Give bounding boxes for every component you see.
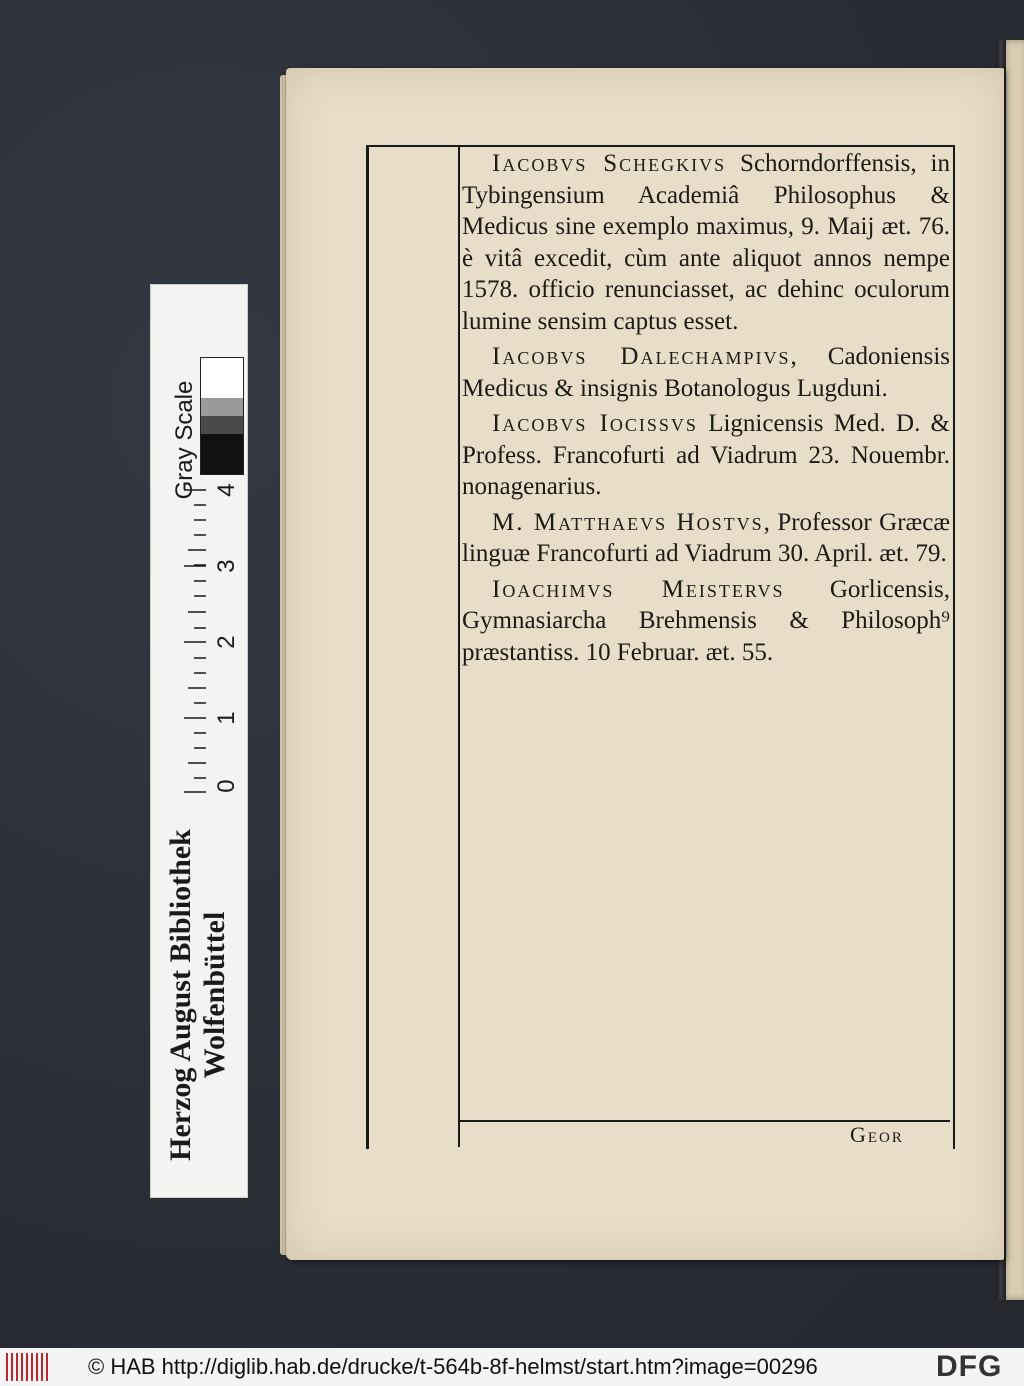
institution-city: Wolfenbüttel (198, 911, 231, 1079)
entry-text: Gorlicensis, Gymnasiarcha Brehmensis & Philosoph⁹ præstantiss. 10 Februar. æt. 55. (462, 575, 950, 666)
copyright-link[interactable]: © HAB http://diglib.hab.de/drucke/t-564b-8f-helmst/start.htm?image=00296 (88, 1354, 818, 1379)
entry-dalechampius (462, 341, 950, 404)
scale-number-0: 0 (213, 779, 240, 793)
institution-label (150, 800, 246, 1190)
margin-rule (458, 145, 460, 1147)
entry-text: , Professor Græcæ linguæ Francofurti ad Viadrum 30. April. æt. 79. (462, 508, 951, 567)
entry-name: Iacobvs Schegkivs (492, 150, 727, 177)
gray-scale-label: Gray Scale (171, 380, 198, 500)
swatch-white (201, 358, 243, 398)
scale-number-3: 3 (213, 559, 240, 573)
entry-meisterus (462, 574, 950, 669)
entry-schegkius (462, 148, 950, 337)
scale-number-1: 1 (213, 711, 240, 725)
entry-name: Ioachimvs Meistervs (492, 575, 785, 603)
entry-hostus (462, 507, 950, 570)
scale-number-2: 2 (213, 635, 240, 649)
entry-name: Iacobvs Dalechampivs (492, 343, 791, 370)
ruler-ticks (170, 488, 206, 794)
institution-name: Herzog August Bibliothek (164, 829, 197, 1161)
page-text (462, 148, 950, 668)
entry-iocissus (462, 408, 950, 503)
entry-text: , Cadoniensis Medicus & insignis Botanologus Lugduni. (462, 343, 950, 402)
entry-name: M. Matthaevs Hostvs (492, 508, 764, 536)
gray-scale-label-box (160, 380, 210, 500)
catchword: Geor (850, 1122, 904, 1147)
entry-text: Lignicensis Med. D. & Profess. Francofurti ad Viadrum 23. Nouembr. nonagenarius. (462, 410, 950, 500)
barcode-logo-icon (6, 1353, 48, 1381)
viewer-footer (0, 1348, 1024, 1386)
entry-name: Iacobvs Iocissvs (492, 410, 698, 437)
dfg-logo: DFG (936, 1350, 1003, 1383)
entry-text: Schorndorffensis, in Tybingensium Academiâ Philosophus & Medicus sine exemplo maximus, 9. Maij æt. 76. è vitâ excedit, cùm ante aliquot annos nempe 1578. officio renunciasset, ac dehinc oculorum lumine sensim captus esset. (462, 150, 950, 335)
scale-number-4: 4 (213, 483, 240, 497)
